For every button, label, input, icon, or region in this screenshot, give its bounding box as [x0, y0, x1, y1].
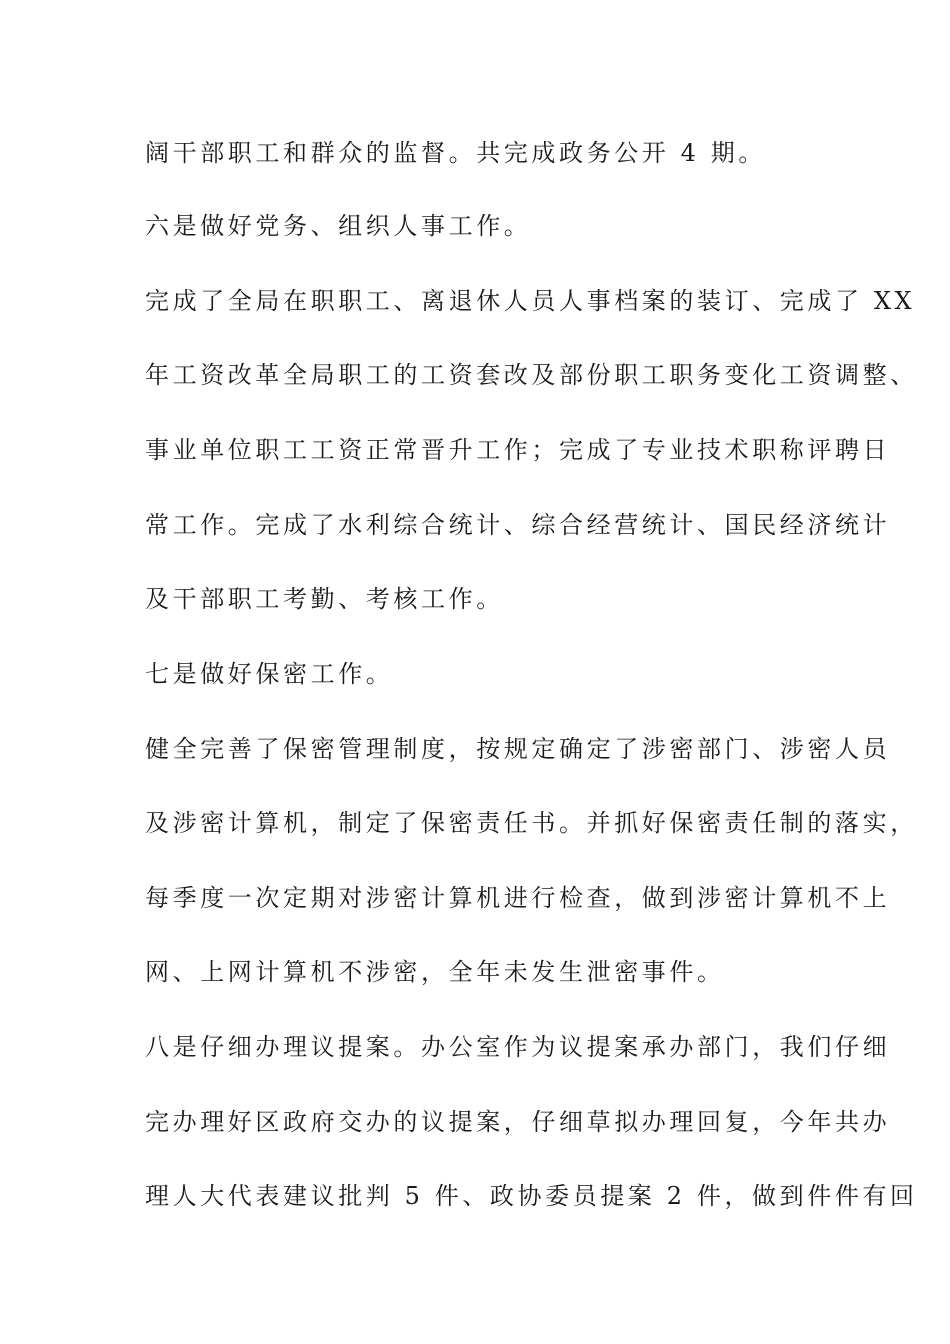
paragraph-line: 健全完善了保密管理制度，按规定确定了涉密部门、涉密人员 [145, 735, 891, 763]
paragraph-line: 完成了全局在职职工、离退休人员人事档案的装订、完成了 XX [145, 287, 916, 315]
paragraph-line: 网、上网计算机不涉密，全年未发生泄密事件。 [145, 958, 725, 986]
paragraph-line: 常工作。完成了水利综合统计、综合经营统计、国民经济统计 [145, 511, 891, 539]
paragraph-line: 及干部职工考勤、考核工作。 [145, 585, 504, 613]
paragraph-line: 理人大代表建议批判 5 件、政协委员提案 2 件，做到件件有回 [145, 1182, 918, 1210]
section-heading: 七是做好保密工作。 [145, 660, 394, 688]
paragraph-line: 及涉密计算机，制定了保密责任书。并抓好保密责任制的落实， [145, 809, 918, 837]
paragraph-line: 八是仔细办理议提案。办公室作为议提案承办部门，我们仔细 [145, 1033, 891, 1061]
paragraph-line: 事业单位职工工资正常晋升工作；完成了专业技术职称评聘日 [145, 436, 891, 464]
paragraph-line: 每季度一次定期对涉密计算机进行检查，做到涉密计算机不上 [145, 884, 891, 912]
section-heading: 六是做好党务、组织人事工作。 [145, 212, 532, 240]
paragraph-line: 完办理好区政府交办的议提案，仔细草拟办理回复，今年共办 [145, 1108, 891, 1136]
paragraph-line: 阔干部职工和群众的监督。共完成政务公开 4 期。 [145, 139, 766, 167]
paragraph-line: 年工资改革全局职工的工资套改及部份职工职务变化工资调整、 [145, 361, 918, 389]
